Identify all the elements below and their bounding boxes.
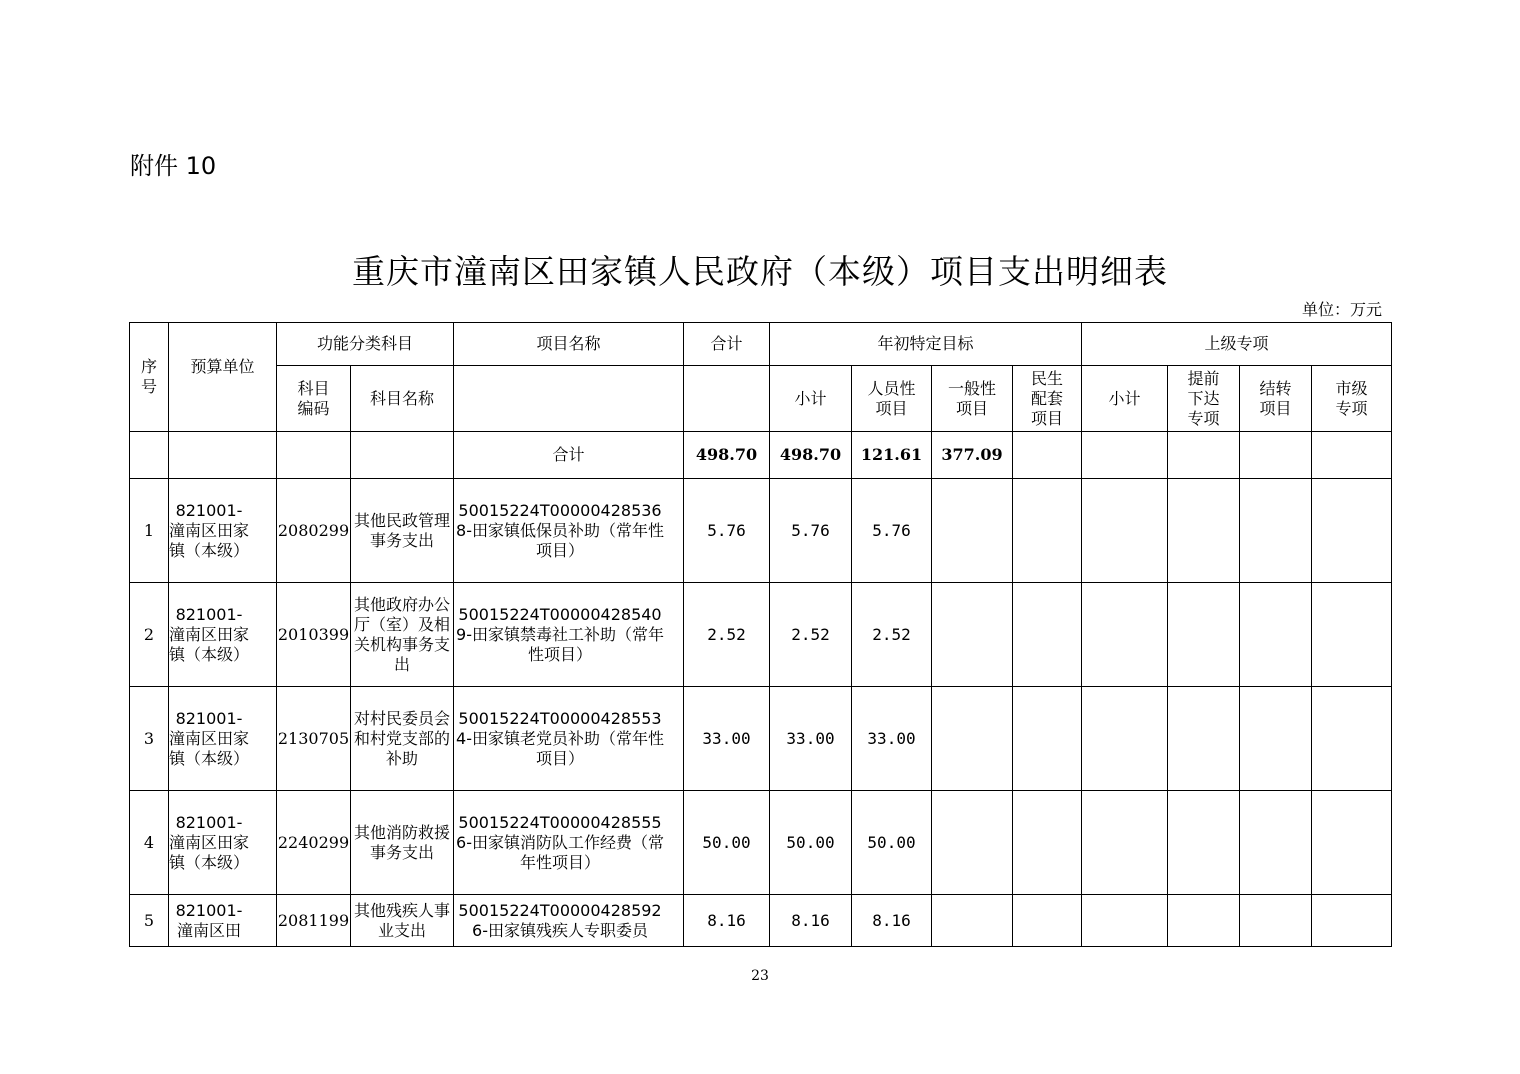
row-subject-code: 2081199 xyxy=(277,895,351,947)
row-personnel: 50.00 xyxy=(852,791,932,895)
row-personnel: 2.52 xyxy=(852,583,932,687)
row-budget-unit: 821001-潼南区田家镇（本级） xyxy=(169,583,277,687)
row-budget-unit: 821001-潼南区田家镇（本级） xyxy=(169,687,277,791)
row-project-name: 50015224T000004285409-田家镇禁毒社工补助（常年性项目） xyxy=(454,583,684,687)
page-title: 重庆市潼南区田家镇人民政府（本级）项目支出明细表 xyxy=(352,252,1168,291)
header-annual-target: 年初特定目标 xyxy=(770,323,1082,366)
row-project-name: 50015224T000004285368-田家镇低保员补助（常年性项目） xyxy=(454,479,684,583)
header-city-special: 市级专项 xyxy=(1312,366,1392,432)
row-project-name: 50015224T000004285556-田家镇消防队工作经费（常年性项目） xyxy=(454,791,684,895)
total-subtotal: 498.70 xyxy=(770,432,852,479)
row-seq: 2 xyxy=(130,583,169,687)
header-total-blank xyxy=(684,366,770,432)
row-subtotal: 2.52 xyxy=(770,583,852,687)
header-superior-subtotal: 小计 xyxy=(1082,366,1168,432)
row-seq: 4 xyxy=(130,791,169,895)
header-func-category: 功能分类科目 xyxy=(277,323,454,366)
row-project-name: 50015224T000004285926-田家镇残疾人专职委员 xyxy=(454,895,684,947)
row-subject-name: 其他民政管理事务支出 xyxy=(351,479,454,583)
row-seq: 5 xyxy=(130,895,169,947)
row-subject-code: 2080299 xyxy=(277,479,351,583)
row-subtotal: 5.76 xyxy=(770,479,852,583)
total-label: 合计 xyxy=(454,432,684,479)
row-personnel: 5.76 xyxy=(852,479,932,583)
header-project-name-blank xyxy=(454,366,684,432)
total-general: 377.09 xyxy=(932,432,1013,479)
row-personnel: 33.00 xyxy=(852,687,932,791)
row-seq: 3 xyxy=(130,687,169,791)
total-personnel: 121.61 xyxy=(852,432,932,479)
row-total: 33.00 xyxy=(684,687,770,791)
header-budget-unit: 预算单位 xyxy=(169,323,277,432)
table-row xyxy=(130,895,1392,947)
row-total: 50.00 xyxy=(684,791,770,895)
header-row-1 xyxy=(130,323,1392,366)
unit-label: 单位：万元 xyxy=(1301,300,1382,319)
row-budget-unit: 821001-潼南区田 xyxy=(169,895,277,947)
header-livelihood-project: 民生配套项目 xyxy=(1013,366,1082,432)
header-general-project: 一般性项目 xyxy=(932,366,1013,432)
header-personnel-project: 人员性项目 xyxy=(852,366,932,432)
table-row xyxy=(130,791,1392,895)
page-number: 23 xyxy=(751,968,769,984)
row-total: 5.76 xyxy=(684,479,770,583)
row-budget-unit: 821001-潼南区田家镇（本级） xyxy=(169,479,277,583)
row-subject-code: 2130705 xyxy=(277,687,351,791)
header-subject-code: 科目编码 xyxy=(277,366,351,432)
header-advance-special: 提前下达专项 xyxy=(1168,366,1240,432)
row-subject-name: 其他消防救援事务支出 xyxy=(351,791,454,895)
row-subject-name: 其他残疾人事业支出 xyxy=(351,895,454,947)
project-expenditure-table xyxy=(129,322,1392,947)
row-subject-code: 2010399 xyxy=(277,583,351,687)
row-total: 2.52 xyxy=(684,583,770,687)
row-project-name: 50015224T000004285534-田家镇老党员补助（常年性项目） xyxy=(454,687,684,791)
header-seq: 序号 xyxy=(130,323,169,432)
row-budget-unit: 821001-潼南区田家镇（本级） xyxy=(169,791,277,895)
row-seq: 1 xyxy=(130,479,169,583)
row-total: 8.16 xyxy=(684,895,770,947)
row-subtotal: 33.00 xyxy=(770,687,852,791)
table-row xyxy=(130,479,1392,583)
header-subject-name: 科目名称 xyxy=(351,366,454,432)
table-row xyxy=(130,687,1392,791)
row-subject-name: 对村民委员会和村党支部的补助 xyxy=(351,687,454,791)
row-subtotal: 8.16 xyxy=(770,895,852,947)
header-total: 合计 xyxy=(684,323,770,366)
total-total: 498.70 xyxy=(684,432,770,479)
header-row-2 xyxy=(130,366,1392,432)
header-superior-special: 上级专项 xyxy=(1082,323,1392,366)
row-subject-code: 2240299 xyxy=(277,791,351,895)
table-row xyxy=(130,583,1392,687)
row-subtotal: 50.00 xyxy=(770,791,852,895)
row-personnel: 8.16 xyxy=(852,895,932,947)
header-project-name: 项目名称 xyxy=(454,323,684,366)
row-subject-name: 其他政府办公厅（室）及相关机构事务支出 xyxy=(351,583,454,687)
header-carryover-project: 结转项目 xyxy=(1240,366,1312,432)
total-row xyxy=(130,432,1392,479)
header-subtotal: 小计 xyxy=(770,366,852,432)
attachment-label: 附件 10 xyxy=(130,152,217,180)
